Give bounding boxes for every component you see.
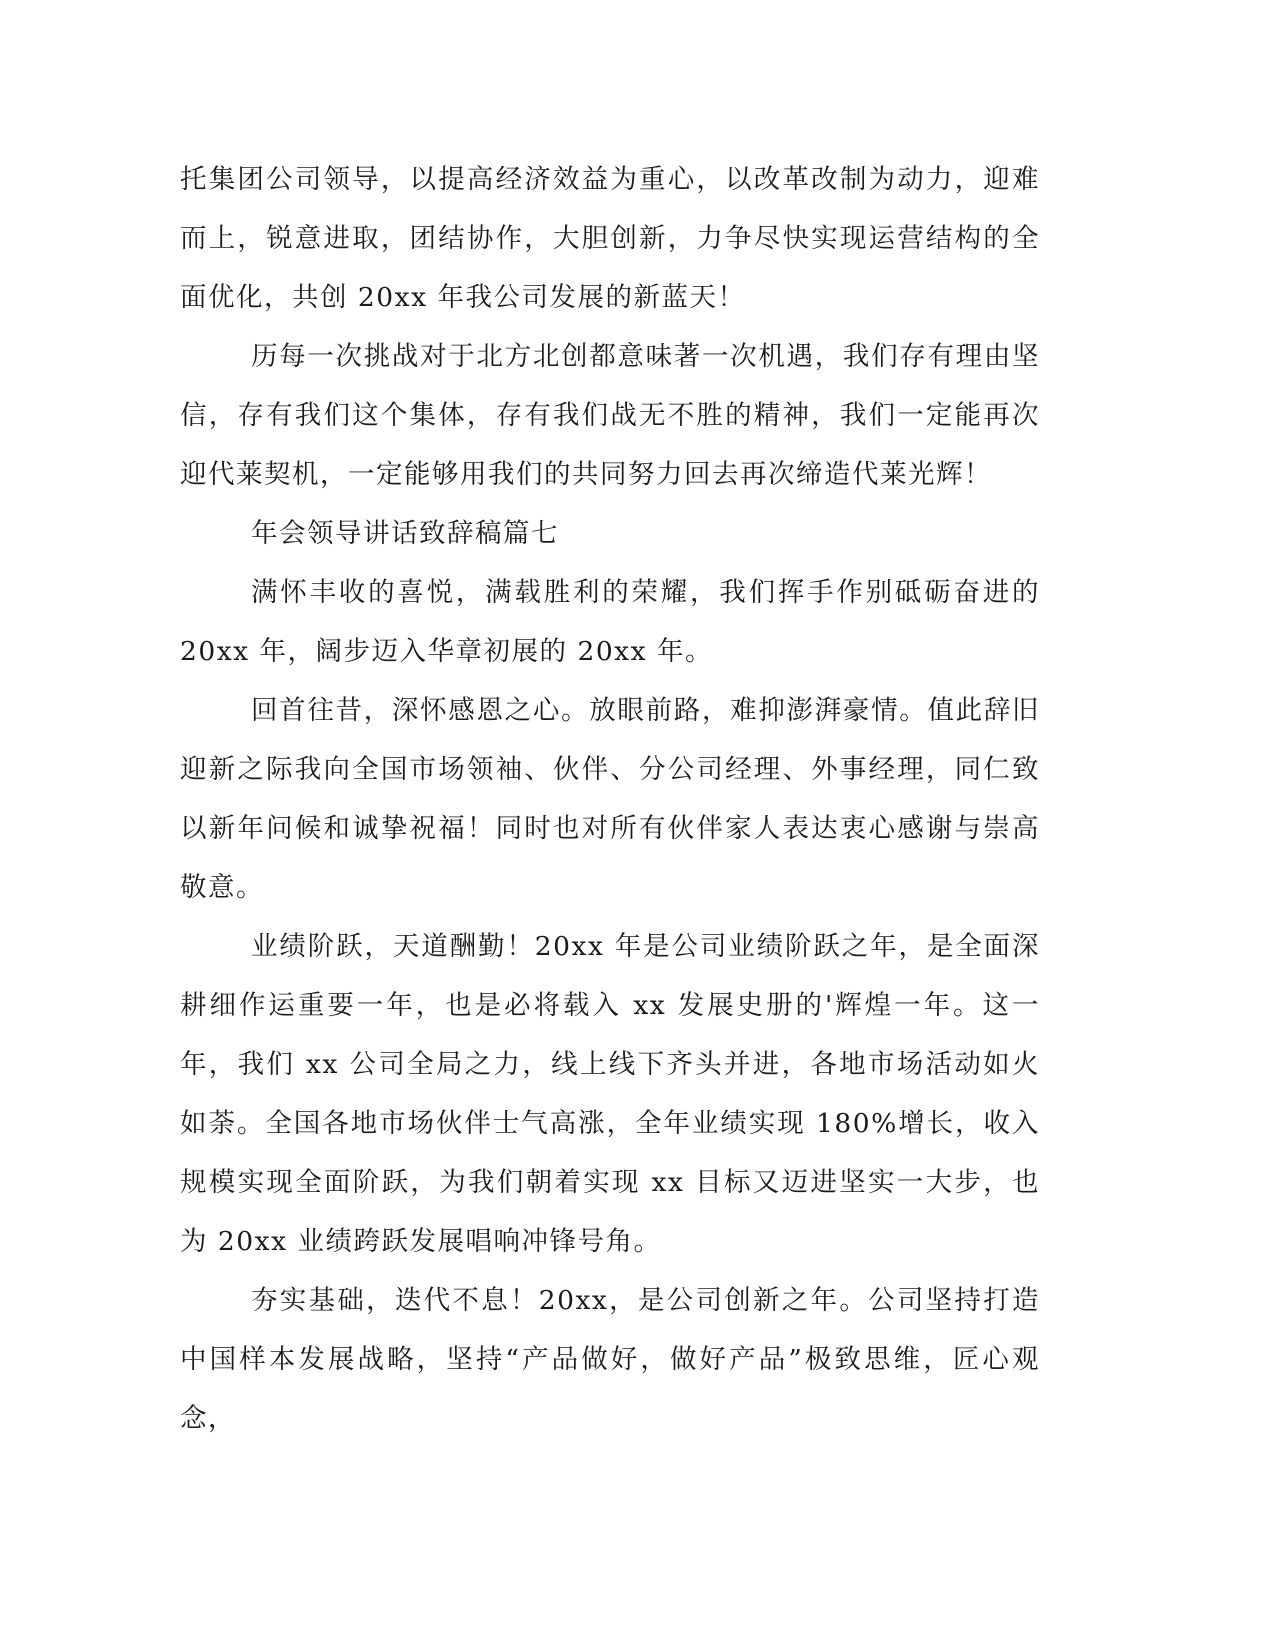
paragraph-foundation: 夯实基础，迭代不息！20xx，是公司创新之年。公司坚持打造中国样本发展战略，坚持“产品做好，做好产品”极致思维，匠心观念， bbox=[180, 1285, 1040, 1434]
paragraph-opportunity: 历每一次挑战对于北方北创都意味著一次机遇，我们存有理由坚信，存有我们这个集体，存有我们战无不胜的精神，我们一定能再次迎代莱契机，一定能够用我们的共同努力回去再次缔造代莱光辉！ bbox=[180, 341, 1040, 490]
paragraph-continuation: 托集团公司领导，以提高经济效益为重心，以改革改制为动力，迎难而上，锐意进取，团结协作，大胆创新，力争尽快实现运营结构的全面优化，共创 20xx 年我公司发展的新蓝天！ bbox=[180, 164, 1040, 313]
section-heading: 年会领导讲话致辞稿篇七 bbox=[251, 518, 559, 549]
document-page bbox=[180, 150, 1040, 1448]
paragraph-gratitude: 回首往昔，深怀感恩之心。放眼前路，难抑澎湃豪情。值此辞旧迎新之际我向全国市场领袖、伙伴、分公司经理、外事经理，同仁致以新年问候和诚挚祝福！同时也对所有伙伴家人表达衷心感谢与崇高敬意。 bbox=[180, 695, 1040, 903]
paragraph-harvest: 满怀丰收的喜悦，满载胜利的荣耀，我们挥手作别砥砺奋进的 20xx 年，阔步迈入华章初展的 20xx 年。 bbox=[180, 577, 1040, 667]
paragraph-performance: 业绩阶跃，天道酬勤！20xx 年是公司业绩阶跃之年，是全面深耕细作运重要一年，也是必将载入 xx 发展史册的'辉煌一年。这一年，我们 xx 公司全局之力，线上线下齐头并进，各地市场活动如火如荼。全国各地市场伙伴士气高涨，全年业绩实现 180%增长，收入规模实现全面阶跃，为我们朝着实现 xx 目标又迈进坚实一大步，也为 20xx 业绩跨跃发展唱响冲锋号角。 bbox=[180, 931, 1040, 1257]
